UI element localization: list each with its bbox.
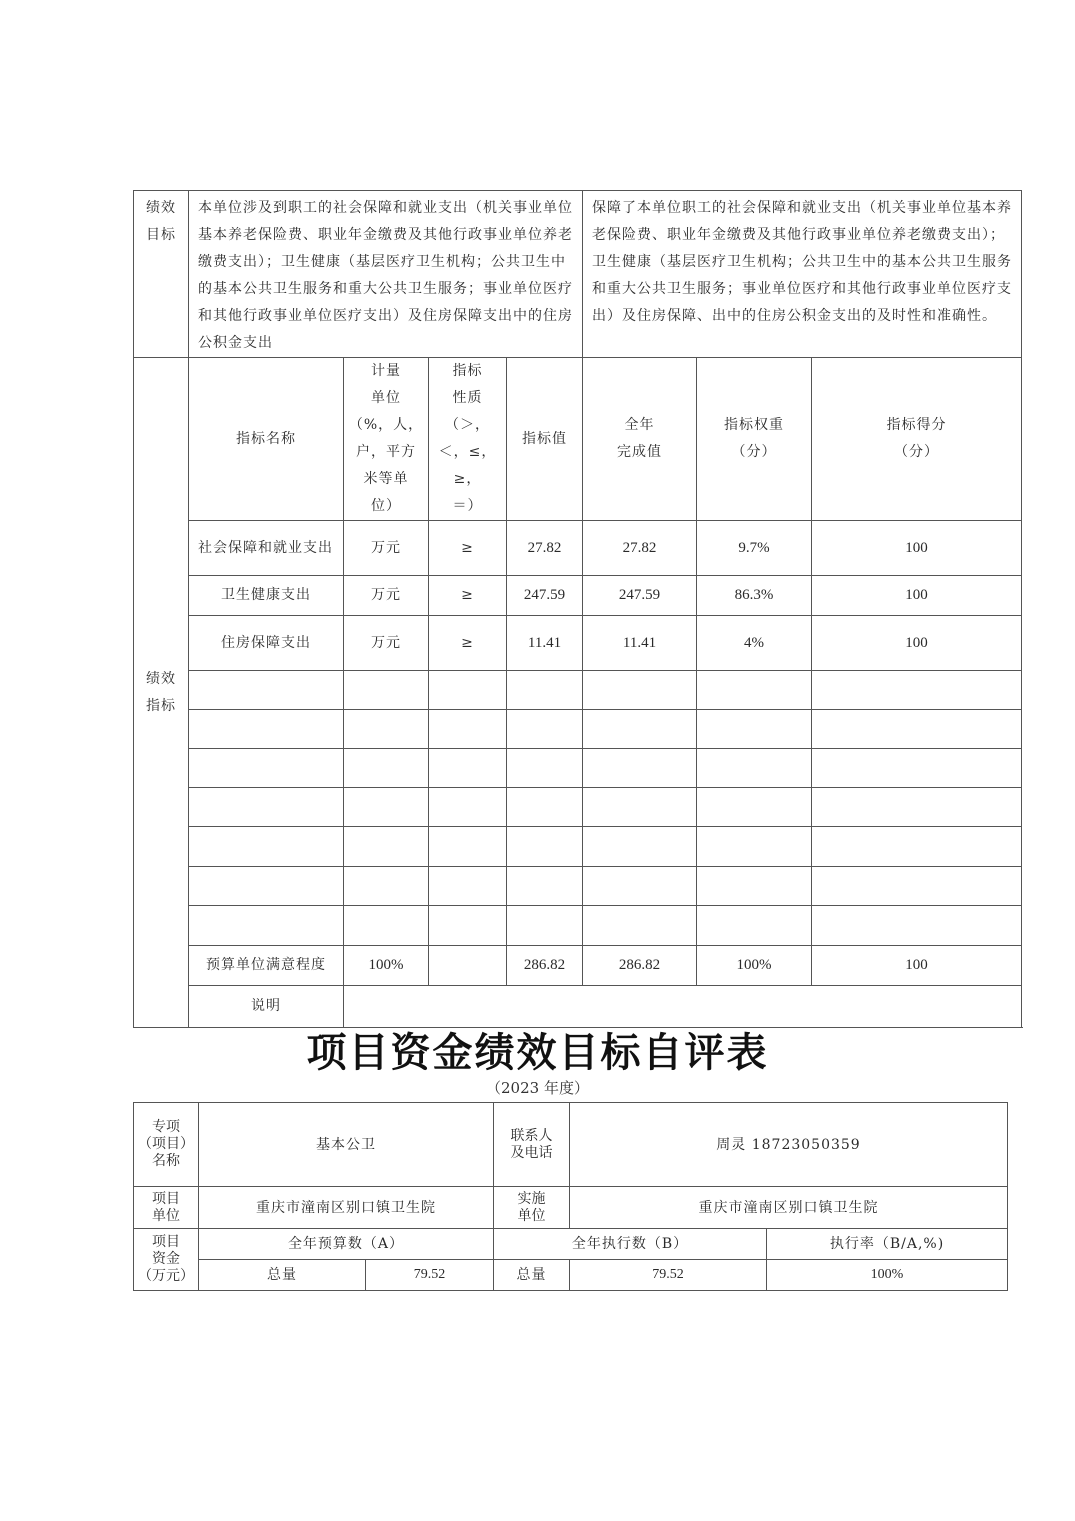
header-value: 指标值 [507,358,583,521]
impl-unit: 重庆市潼南区别口镇卫生院 [570,1187,1008,1229]
indicator-label: 绩效 指标 [134,358,189,1028]
impl-label: 实施 单位 [494,1187,570,1229]
exec-header: 全年执行数（B） [494,1229,767,1260]
header-nature: 指标 性质 （＞， ＜，≤，≥， ＝） [429,358,507,521]
project-label: 专项 （项目） 名称 [134,1103,199,1187]
budget-total-label: 总量 [199,1260,366,1291]
empty-row [134,788,1022,827]
header-completion: 全年 完成值 [583,358,697,521]
table-row: 社会保障和就业支出 万元 ≥ 27.82 27.82 9.7% 100 [134,521,1022,576]
header-score: 指标得分 （分） [812,358,1022,521]
header-unit: 计量 单位 （%，人， 户，平方 米等单 位） [344,358,429,521]
performance-goal-table [133,190,1022,1028]
header-weight: 指标权重 （分） [697,358,812,521]
empty-row [134,671,1022,710]
empty-row [134,867,1022,906]
exec-rate: 100% [767,1260,1008,1291]
empty-row [134,710,1022,749]
table-row: 住房保障支出 万元 ≥ 11.41 11.41 4% 100 [134,616,1022,671]
empty-row [134,906,1022,946]
exec-total: 79.52 [570,1260,767,1291]
project-name: 基本公卫 [199,1103,494,1187]
goal-right-text: 保障了本单位职工的社会保障和就业支出（机关事业单位基本养老保险费、职业年金缴费及其他行政事业单位养老缴费支出）；卫生健康（基层医疗卫生机构；公共卫生中的基本公共卫生服务和重大公共卫生服务；事业单位医疗和其他行政事业单位医疗支出）及住房保障、出中的住房公积金支出的及时性和准确性。 [583,191,1022,358]
year-subtitle: （2023 年度） [486,1079,589,1097]
rate-header: 执行率（B/A,%) [767,1229,1008,1260]
contact-info: 周灵 18723050359 [570,1103,1008,1187]
project-unit: 重庆市潼南区别口镇卫生院 [199,1187,494,1229]
budget-total: 79.52 [366,1260,494,1291]
project-fund-table [133,1102,1008,1291]
goal-label: 绩效 目标 [134,191,189,358]
empty-row [134,827,1022,867]
page-title: 项目资金绩效目标自评表 [306,1029,769,1076]
exec-total-label: 总量 [494,1260,570,1291]
empty-row [134,749,1022,788]
note-content [344,986,1022,1028]
goal-left-text: 本单位涉及到职工的社会保障和就业支出（机关事业单位基本养老保险费、职业年金缴费及其他行政事业单位养老缴费支出）；卫生健康（基层医疗卫生机构；公共卫生中的基本公共卫生服务和重大公共卫生服务；事业单位医疗和其他行政事业单位医疗支出）及住房保障支出中的住房公积金支出 [189,191,583,358]
header-name: 指标名称 [189,358,344,521]
satisfaction-row: 预算单位满意程度 100% 286.82 286.82 100% 100 [134,946,1022,986]
note-label: 说明 [189,986,344,1028]
fund-label: 项目 资金 （万元） [134,1229,199,1291]
unit-label: 项目 单位 [134,1187,199,1229]
budget-header: 全年预算数（A） [199,1229,494,1260]
table-row: 卫生健康支出 万元 ≥ 247.59 247.59 86.3% 100 [134,576,1022,616]
contact-label: 联系人 及电话 [494,1103,570,1187]
